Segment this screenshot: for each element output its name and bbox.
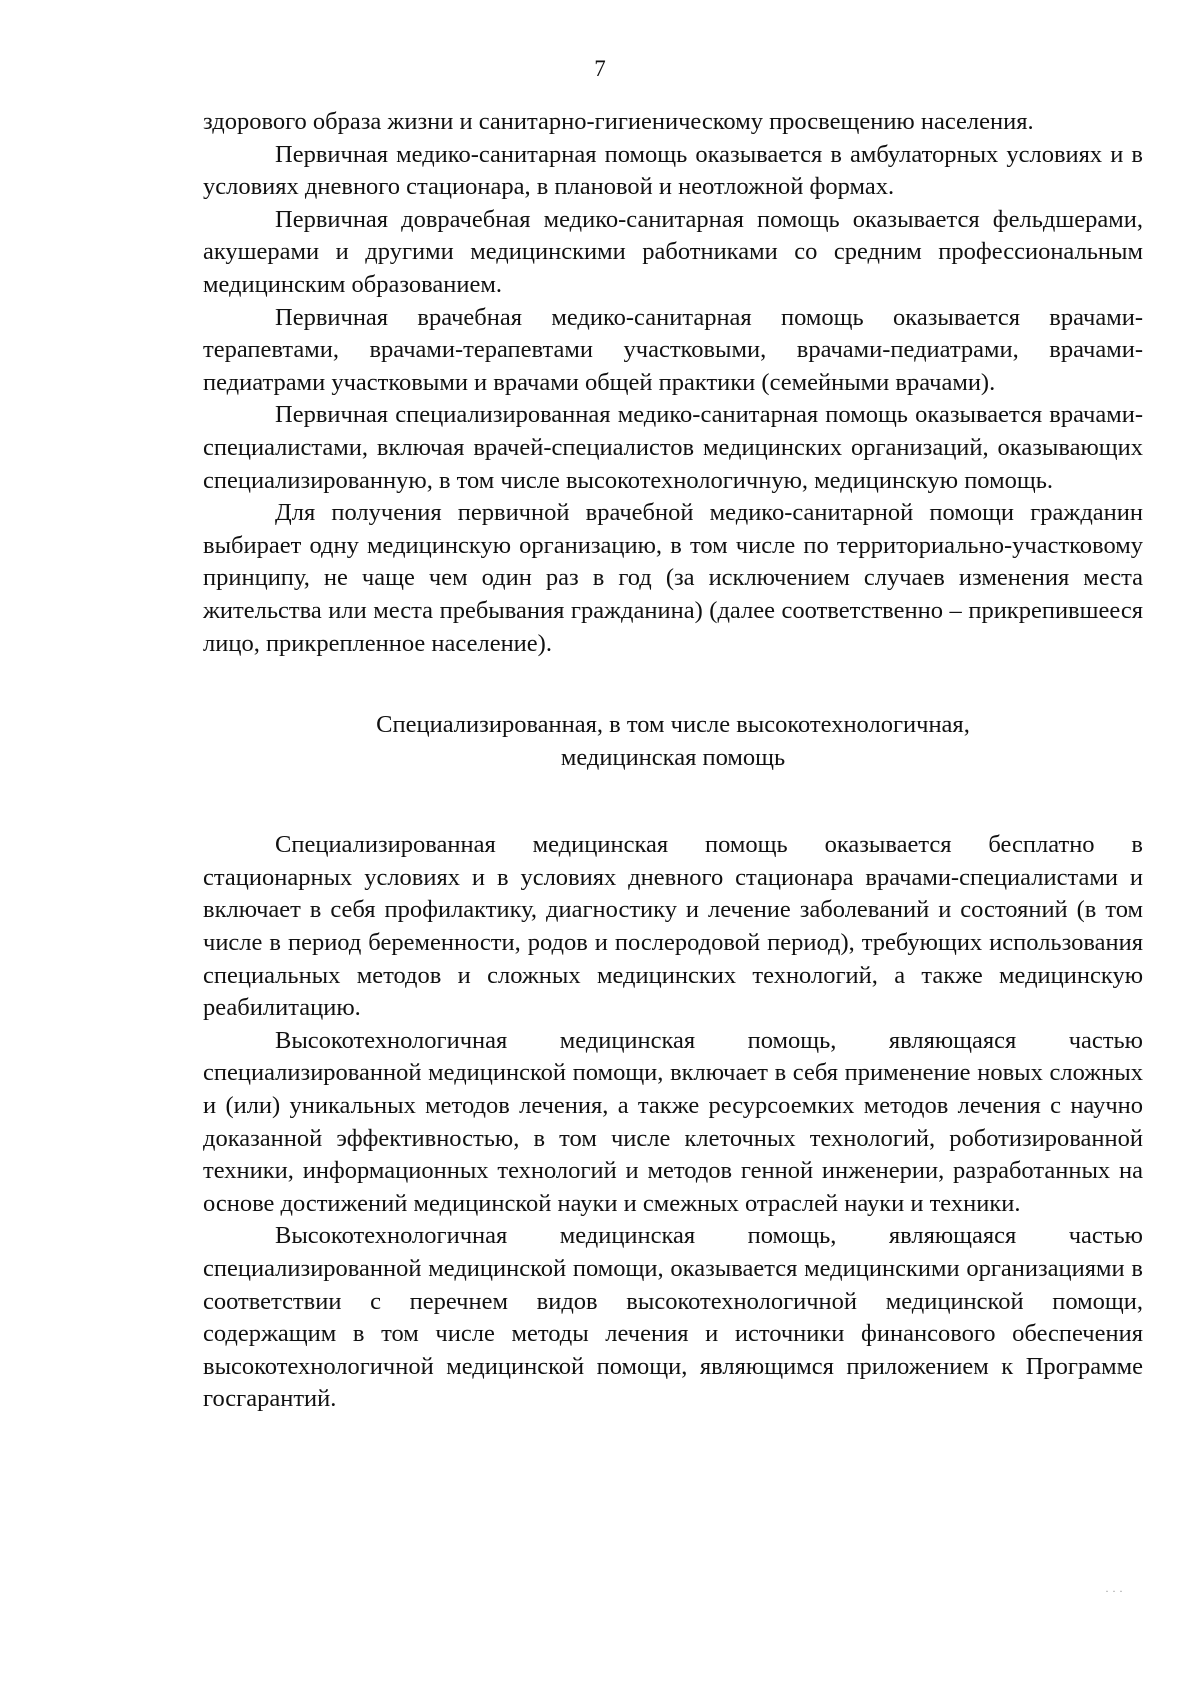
section-heading-line: Специализированная, в том числе высокотехнологичная,: [376, 711, 970, 739]
paragraph: Первичная доврачебная медико-санитарная помощь оказывается фельдшерами, акушерами и другими медицинскими работниками со средним профессиональным медицинским образованием.: [203, 205, 1143, 298]
section-heading: [203, 709, 1143, 774]
document-body: [203, 106, 1143, 1416]
paragraph-continuation: здорового образа жизни и санитарно-гигиеническому просвещению населения.: [203, 108, 1034, 135]
paragraph: Первичная специализированная медико-санитарная помощь оказывается врачами-специалистами, включая врачей-специалистов медицинских организаций, оказывающих специализированную, в том числе высокотехнологичную, медицинскую помощь.: [203, 401, 1143, 494]
scan-artifact: · · ·: [1105, 1584, 1123, 1598]
section-heading-line: медицинская помощь: [560, 743, 786, 771]
paragraph: Для получения первичной врачебной медико-санитарной помощи гражданин выбирает одну медицинскую организацию, в том числе по территориально-участковому принципу, не чаще чем один раз в год (за исключением случаев изменения места жительства или места пребывания гражданина) (далее соответственно – прикрепившееся лицо, прикрепленное население).: [203, 499, 1143, 657]
page-number: 7: [594, 56, 606, 81]
paragraph: Специализированная медицинская помощь оказывается бесплатно в стационарных условиях и в условиях дневного стационара врачами-специалистами и включает в себя профилактику, диагностику и лечение заболеваний и состояний (в том числе в период беременности, родов и послеродовой период), требующих использования специальных методов и сложных медицинских технологий, а также медицинскую реабилитацию.: [203, 831, 1143, 1022]
paragraph: Первичная врачебная медико-санитарная помощь оказывается врачами-терапевтами, врачами-терапевтами участковыми, врачами-педиатрами, врачами-педиатрами участковыми и врачами общей практики (семейными врачами).: [203, 303, 1143, 396]
paragraph: Высокотехнологичная медицинская помощь, являющаяся частью специализированной медицинской помощи, включает в себя применение новых сложных и (или) уникальных методов лечения, а также ресурсоемких методов лечения с научно доказанной эффективностью, в том числе клеточных технологий, роботизированной техники, информационных технологий и методов генной инженерии, разработанных на основе достижений медицинской науки и смежных отраслей науки и техники.: [203, 1026, 1143, 1217]
paragraph: Первичная медико-санитарная помощь оказывается в амбулаторных условиях и в условиях дневного стационара, в плановой и неотложной формах.: [203, 140, 1143, 201]
paragraph: Высокотехнологичная медицинская помощь, являющаяся частью специализированной медицинской помощи, оказывается медицинскими организациями в соответствии с перечнем видов высокотехнологичной медицинской помощи, содержащим в том числе методы лечения и источники финансового обеспечения высокотехнологичной медицинской помощи, являющимся приложением к Программе госгарантий.: [203, 1222, 1143, 1413]
